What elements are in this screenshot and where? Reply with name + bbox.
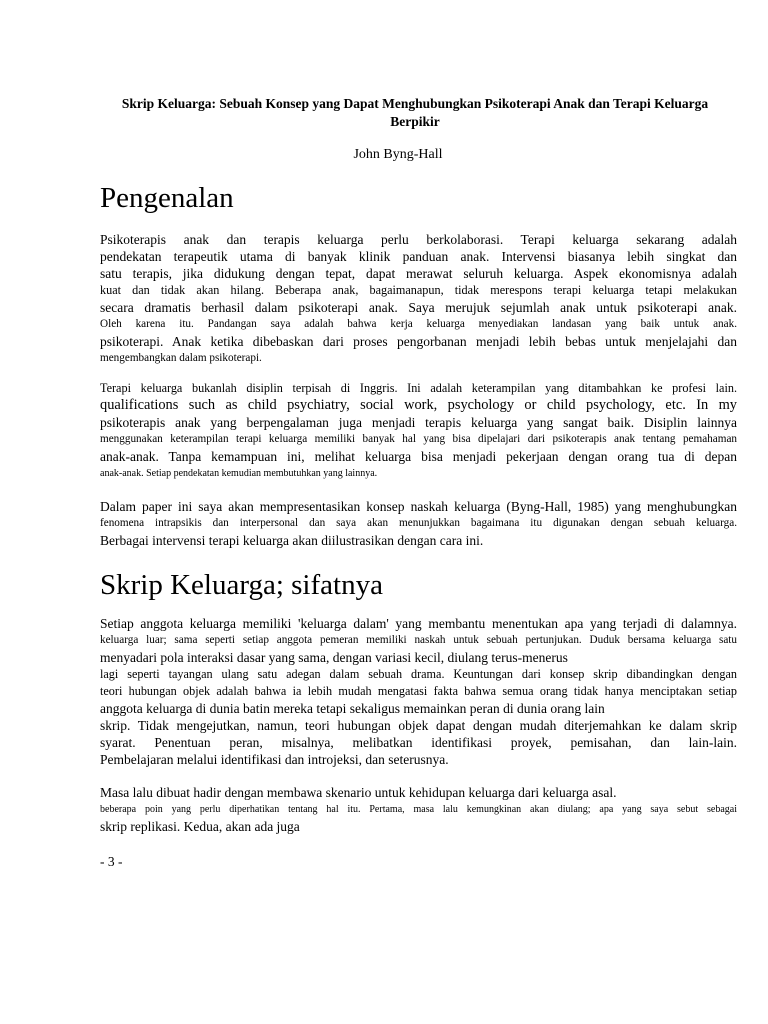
text-line: qualifications such as child psychiatry, social work, psychology or child psychology, etc. In my bbox=[100, 397, 737, 413]
paragraph-intro-2 bbox=[100, 380, 737, 482]
text-line: Berbagai intervensi terapi keluarga akan diilustrasikan dengan cara ini. bbox=[100, 533, 484, 548]
paragraph-skrip-2 bbox=[100, 784, 737, 835]
section-heading-skrip-keluarga: Skrip Keluarga; sifatnya bbox=[100, 569, 383, 601]
page-number: - 3 - bbox=[100, 854, 123, 869]
text-line: lagi seperti tayangan ulang satu adegan dalam sebuah drama. Keuntungan dari konsep skrip dibandingkan dengan bbox=[100, 667, 737, 681]
text-line: Psikoterapis anak dan terapis keluarga perlu berkolaborasi. Terapi keluarga sekarang adalah bbox=[100, 232, 737, 247]
text-line: syarat. Penentuan peran, misalnya, melibatkan identifikasi proyek, pemisahan, dan lain-lain. bbox=[100, 735, 737, 750]
text-line: Pembelajaran melalui identifikasi dan introjeksi, dan seterusnya. bbox=[100, 752, 449, 767]
text-line: psikoterapis anak yang berpengalaman juga menjadi terapis keluarga yang sangat baik. Disiplin lainnya bbox=[100, 415, 737, 430]
text-line: Terapi keluarga bukanlah disiplin terpisah di Inggris. Ini adalah keterampilan yang ditambahkan ke profesi lain. bbox=[100, 381, 737, 395]
text-line: Dalam paper ini saya akan mempresentasikan konsep naskah keluarga (Byng-Hall, 1985) yang menghubungkan bbox=[100, 499, 737, 514]
document-title: Skrip Keluarga: Sebuah Konsep yang Dapat Menghubungkan Psikoterapi Anak dan Terapi Keluarga Berpikir bbox=[121, 96, 709, 129]
text-line: anak-anak. Setiap pendekatan kemudian membutuhkan yang lainnya. bbox=[100, 468, 378, 479]
text-line: menyadari pola interaksi dasar yang sama, dengan variasi kecil, diulang terus-menerus bbox=[100, 650, 568, 665]
text-line: satu terapis, jika didukung dengan tepat, dapat merawat seluruh keluarga. Aspek ekonomisnya adalah bbox=[100, 266, 737, 281]
text-line: kuat dan tidak akan hilang. Beberapa anak, bagaimanapun, tidak merespons terapi keluarga tetapi melakukan bbox=[100, 283, 737, 297]
author-name: John Byng-Hall bbox=[353, 147, 443, 162]
text-line: Oleh karena itu. Pandangan saya adalah bahwa kerja keluarga menyediakan landasan yang baik untuk anak. bbox=[100, 318, 737, 330]
text-line: psikoterapi. Anak ketika dibebaskan dari proses pengorbanan menjadi lebih bebas untuk menjelajahi dan bbox=[100, 334, 737, 349]
section-heading-pengenalan: Pengenalan bbox=[100, 182, 234, 214]
text-line: Masa lalu dibuat hadir dengan membawa skenario untuk kehidupan keluarga dari keluarga asal. bbox=[100, 785, 617, 800]
paragraph-intro-3 bbox=[100, 498, 737, 549]
text-line: pendekatan terapeutik utama di banyak klinik panduan anak. Intervensi biasanya lebih singkat dan bbox=[100, 249, 737, 264]
text-line: teori hubungan objek adalah bahwa ia lebih mudah mengatasi fakta bahwa semua orang tidak hanya menciptakan setiap bbox=[100, 684, 737, 698]
text-line: secara dramatis berhasil dalam psikoterapi anak. Saya merujuk sejumlah anak untuk psikoterapi anak. bbox=[100, 300, 737, 315]
text-line: anak-anak. Tanpa kemampuan ini, melihat keluarga bisa menjadi pekerjaan dengan orang tua di depan bbox=[100, 449, 737, 464]
paragraph-skrip-1 bbox=[100, 615, 737, 768]
text-line: fenomena intrapsikis dan interpersonal dan saya akan menunjukkan bagaimana itu digunakan dengan sebuah keluarga. bbox=[100, 517, 737, 529]
text-line: anggota keluarga di dunia batin mereka tetapi sekaligus memainkan peran di dunia orang lain bbox=[100, 701, 605, 716]
text-line: menggunakan keterampilan terapi keluarga memiliki banyak hal yang bisa dipelajari dari psikoterapis anak tentang pemahaman bbox=[100, 433, 737, 445]
text-line: Setiap anggota keluarga memiliki 'keluarga dalam' yang membantu menentukan apa yang terjadi di dalamnya. bbox=[100, 616, 737, 631]
text-line: skrip replikasi. Kedua, akan ada juga bbox=[100, 819, 300, 834]
text-line: keluarga luar; sama seperti setiap anggota pemeran memiliki naskah untuk sebuah pertunjukan. Duduk bersama keluarga satu bbox=[100, 634, 737, 646]
text-line: beberapa poin yang perlu diperhatikan tentang hal itu. Pertama, masa lalu kemungkinan akan diulang; apa yang saya sebut sebagai bbox=[100, 804, 737, 815]
text-line: skrip. Tidak mengejutkan, namun, teori hubungan objek dapat dengan mudah diterjemahkan ke dalam skrip bbox=[100, 718, 737, 733]
paragraph-intro-1 bbox=[100, 231, 737, 367]
text-line: mengembangkan dalam psikoterapi. bbox=[100, 352, 262, 364]
